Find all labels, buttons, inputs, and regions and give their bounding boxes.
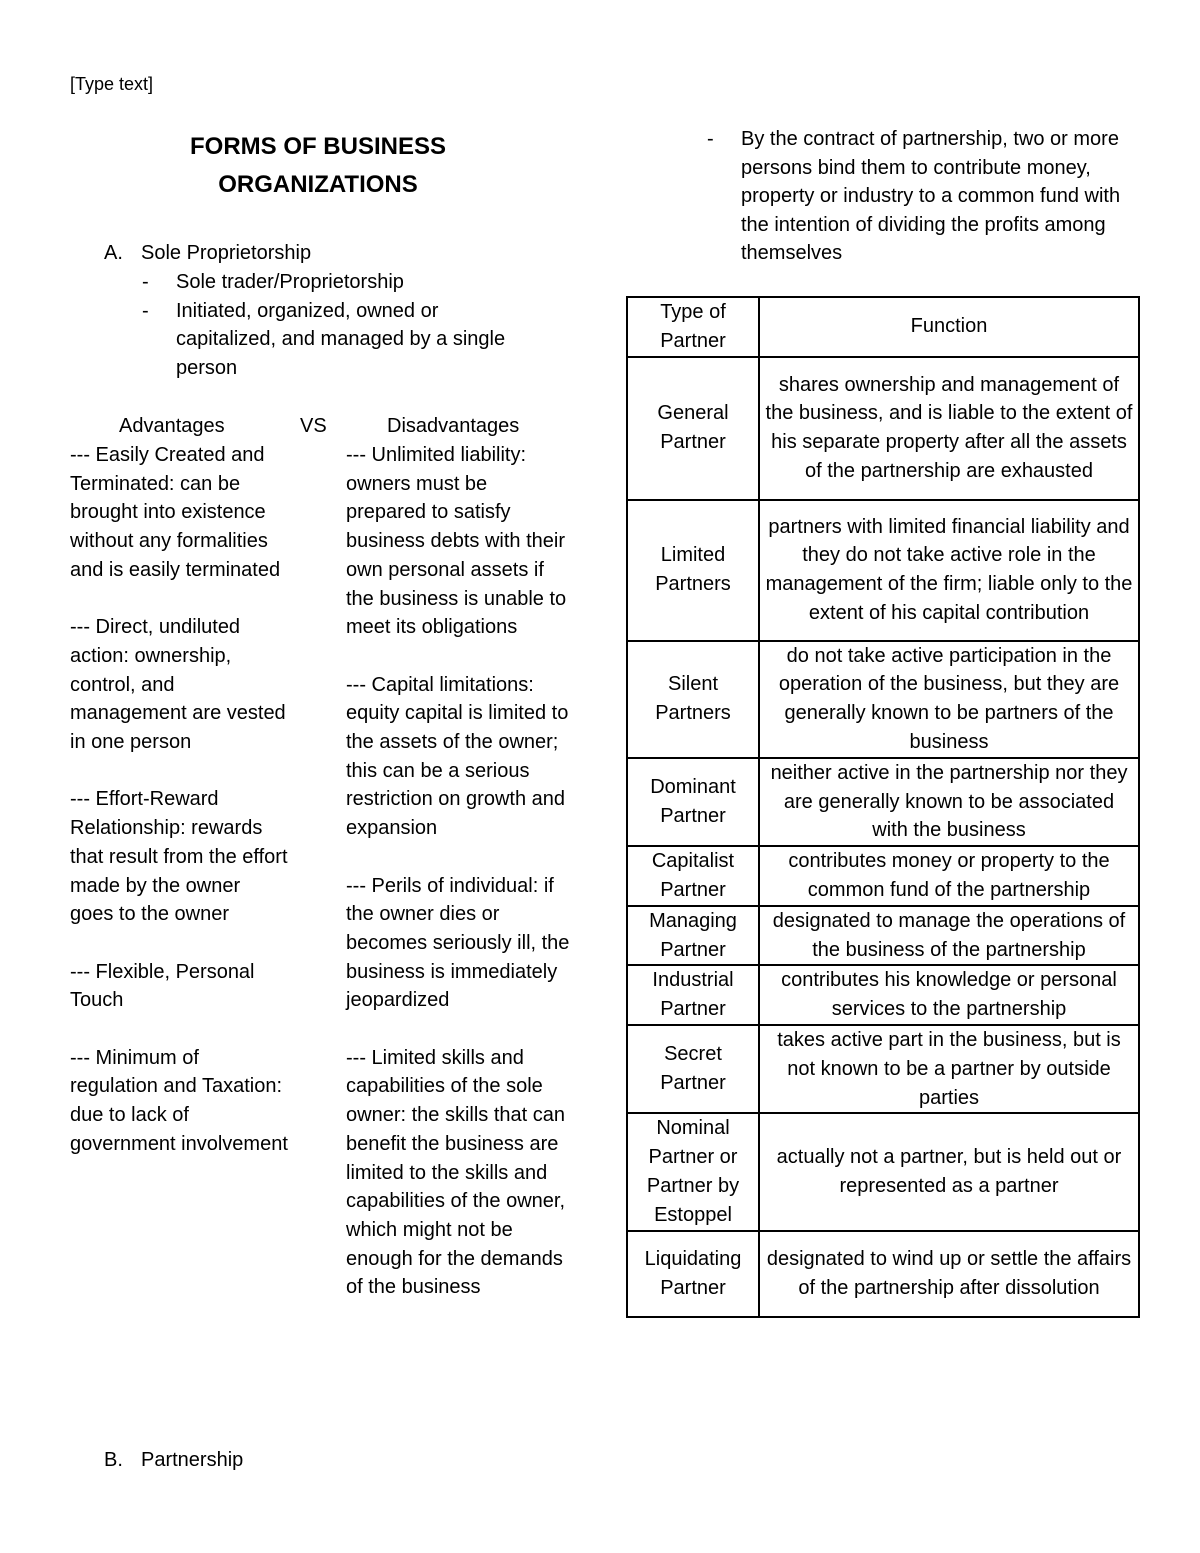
advantage-item: --- Easily Created and Terminated: can be brought into existence without any formalities and is easily terminated xyxy=(70,444,281,581)
table-row xyxy=(627,965,1139,1025)
table-row xyxy=(627,906,1139,966)
partner-type: Capitalist Partner xyxy=(627,846,759,906)
partner-type: Secret Partner xyxy=(627,1025,759,1113)
table-header-row xyxy=(627,297,1139,357)
table-row xyxy=(627,1113,1139,1230)
partner-function: contributes his knowledge or personal services to the partnership xyxy=(759,965,1139,1025)
partner-types-table xyxy=(626,296,1140,1318)
partner-type: Silent Partners xyxy=(627,641,759,758)
section-a-letter: A. xyxy=(104,242,123,264)
partner-function: neither active in the partnership nor they are generally known to be associated with the business xyxy=(759,758,1139,846)
section-a-bullets xyxy=(140,268,540,382)
table-row xyxy=(627,846,1139,906)
advantages-heading: Advantages xyxy=(119,415,225,437)
table-row xyxy=(627,758,1139,846)
table-row xyxy=(627,357,1139,500)
partner-type: Liquidating Partner xyxy=(627,1231,759,1317)
partner-function: actually not a partner, but is held out or represented as a partner xyxy=(759,1113,1139,1230)
table-row xyxy=(627,1025,1139,1113)
disadvantage-item: --- Capital limitations: equity capital is limited to the assets of the owner; this can be a serious restriction on growth and expansion xyxy=(346,673,569,840)
table-row xyxy=(627,641,1139,758)
section-b-letter: B. xyxy=(104,1449,123,1471)
header-type-of-partner: Type of Partner xyxy=(627,297,759,357)
vs-label: VS xyxy=(300,415,327,437)
disadvantage-item: --- Limited skills and capabilities of the sole owner: the skills that can benefit the business are limited to the skills and capabilities of the owner, which might not be enough for the demands of the business xyxy=(346,1046,566,1299)
disadvantage-item: --- Unlimited liability: owners must be prepared to satisfy business debts with their own personal assets if the business is unable to meet its obligations xyxy=(346,444,567,639)
advantage-item: --- Minimum of regulation and Taxation: due to lack of government involvement xyxy=(70,1046,288,1155)
partner-function: shares ownership and management of the business, and is liable to the extent of his separate property after all the assets of the partnership are exhausted xyxy=(759,357,1139,500)
document-title xyxy=(130,128,506,204)
section-b-heading xyxy=(104,1446,243,1475)
partner-type: Managing Partner xyxy=(627,906,759,966)
disadvantages-list xyxy=(346,441,572,1302)
partner-function: partners with limited financial liability and they do not take active role in the management of the firm; liable only to the extent of his capital contribution xyxy=(759,500,1139,641)
section-b-label: Partnership xyxy=(141,1449,244,1471)
partner-type: Industrial Partner xyxy=(627,965,759,1025)
advantage-item: --- Effort-Reward Relationship: rewards that result from the effort made by the owner goes to the owner xyxy=(70,788,288,926)
partner-function: contributes money or property to the common fund of the partnership xyxy=(759,846,1139,906)
disadvantage-item: --- Perils of individual: if the owner dies or becomes seriously ill, the business is immediately jeopardized xyxy=(346,874,570,1012)
page-header-placeholder: [Type text] xyxy=(70,74,154,94)
partner-function: designated to wind up or settle the affairs of the partnership after dissolution xyxy=(759,1231,1139,1317)
title-line-1: FORMS OF BUSINESS xyxy=(189,133,447,160)
advantage-item: --- Direct, undiluted action: ownership, control, and management are vested in one person xyxy=(70,616,286,754)
section-a-label: Sole Proprietorship xyxy=(141,242,312,264)
partner-type: Dominant Partner xyxy=(627,758,759,846)
title-line-2: ORGANIZATIONS xyxy=(218,171,418,198)
partner-function: designated to manage the operations of the business of the partnership xyxy=(759,906,1139,966)
partner-function: do not take active participation in the operation of the business, but they are generally known to be partners of the business xyxy=(759,641,1139,758)
partner-type: Nominal Partner or Partner by Estoppel xyxy=(627,1113,759,1230)
partner-type: General Partner xyxy=(627,357,759,500)
partner-type: Limited Partners xyxy=(627,500,759,641)
section-a-heading xyxy=(104,239,311,268)
advantage-item: --- Flexible, Personal Touch xyxy=(70,960,255,1012)
section-a-bullet: - Initiated, organized, owned or capitalized, and managed by a single person xyxy=(140,297,540,383)
disadvantages-heading: Disadvantages xyxy=(387,415,520,437)
table-row xyxy=(627,1231,1139,1317)
partner-function: takes active part in the business, but is not known to be a partner by outside parties xyxy=(759,1025,1139,1113)
partnership-definition: - By the contract of partnership, two or more persons bind them to contribute money, property or industry to a common fund with the intention of dividing the profits among themselves xyxy=(705,125,1151,268)
section-a-bullet: - Sole trader/Proprietorship xyxy=(140,268,540,297)
advantages-list xyxy=(70,441,288,1159)
table-row xyxy=(627,500,1139,641)
header-function: Function xyxy=(759,297,1139,357)
